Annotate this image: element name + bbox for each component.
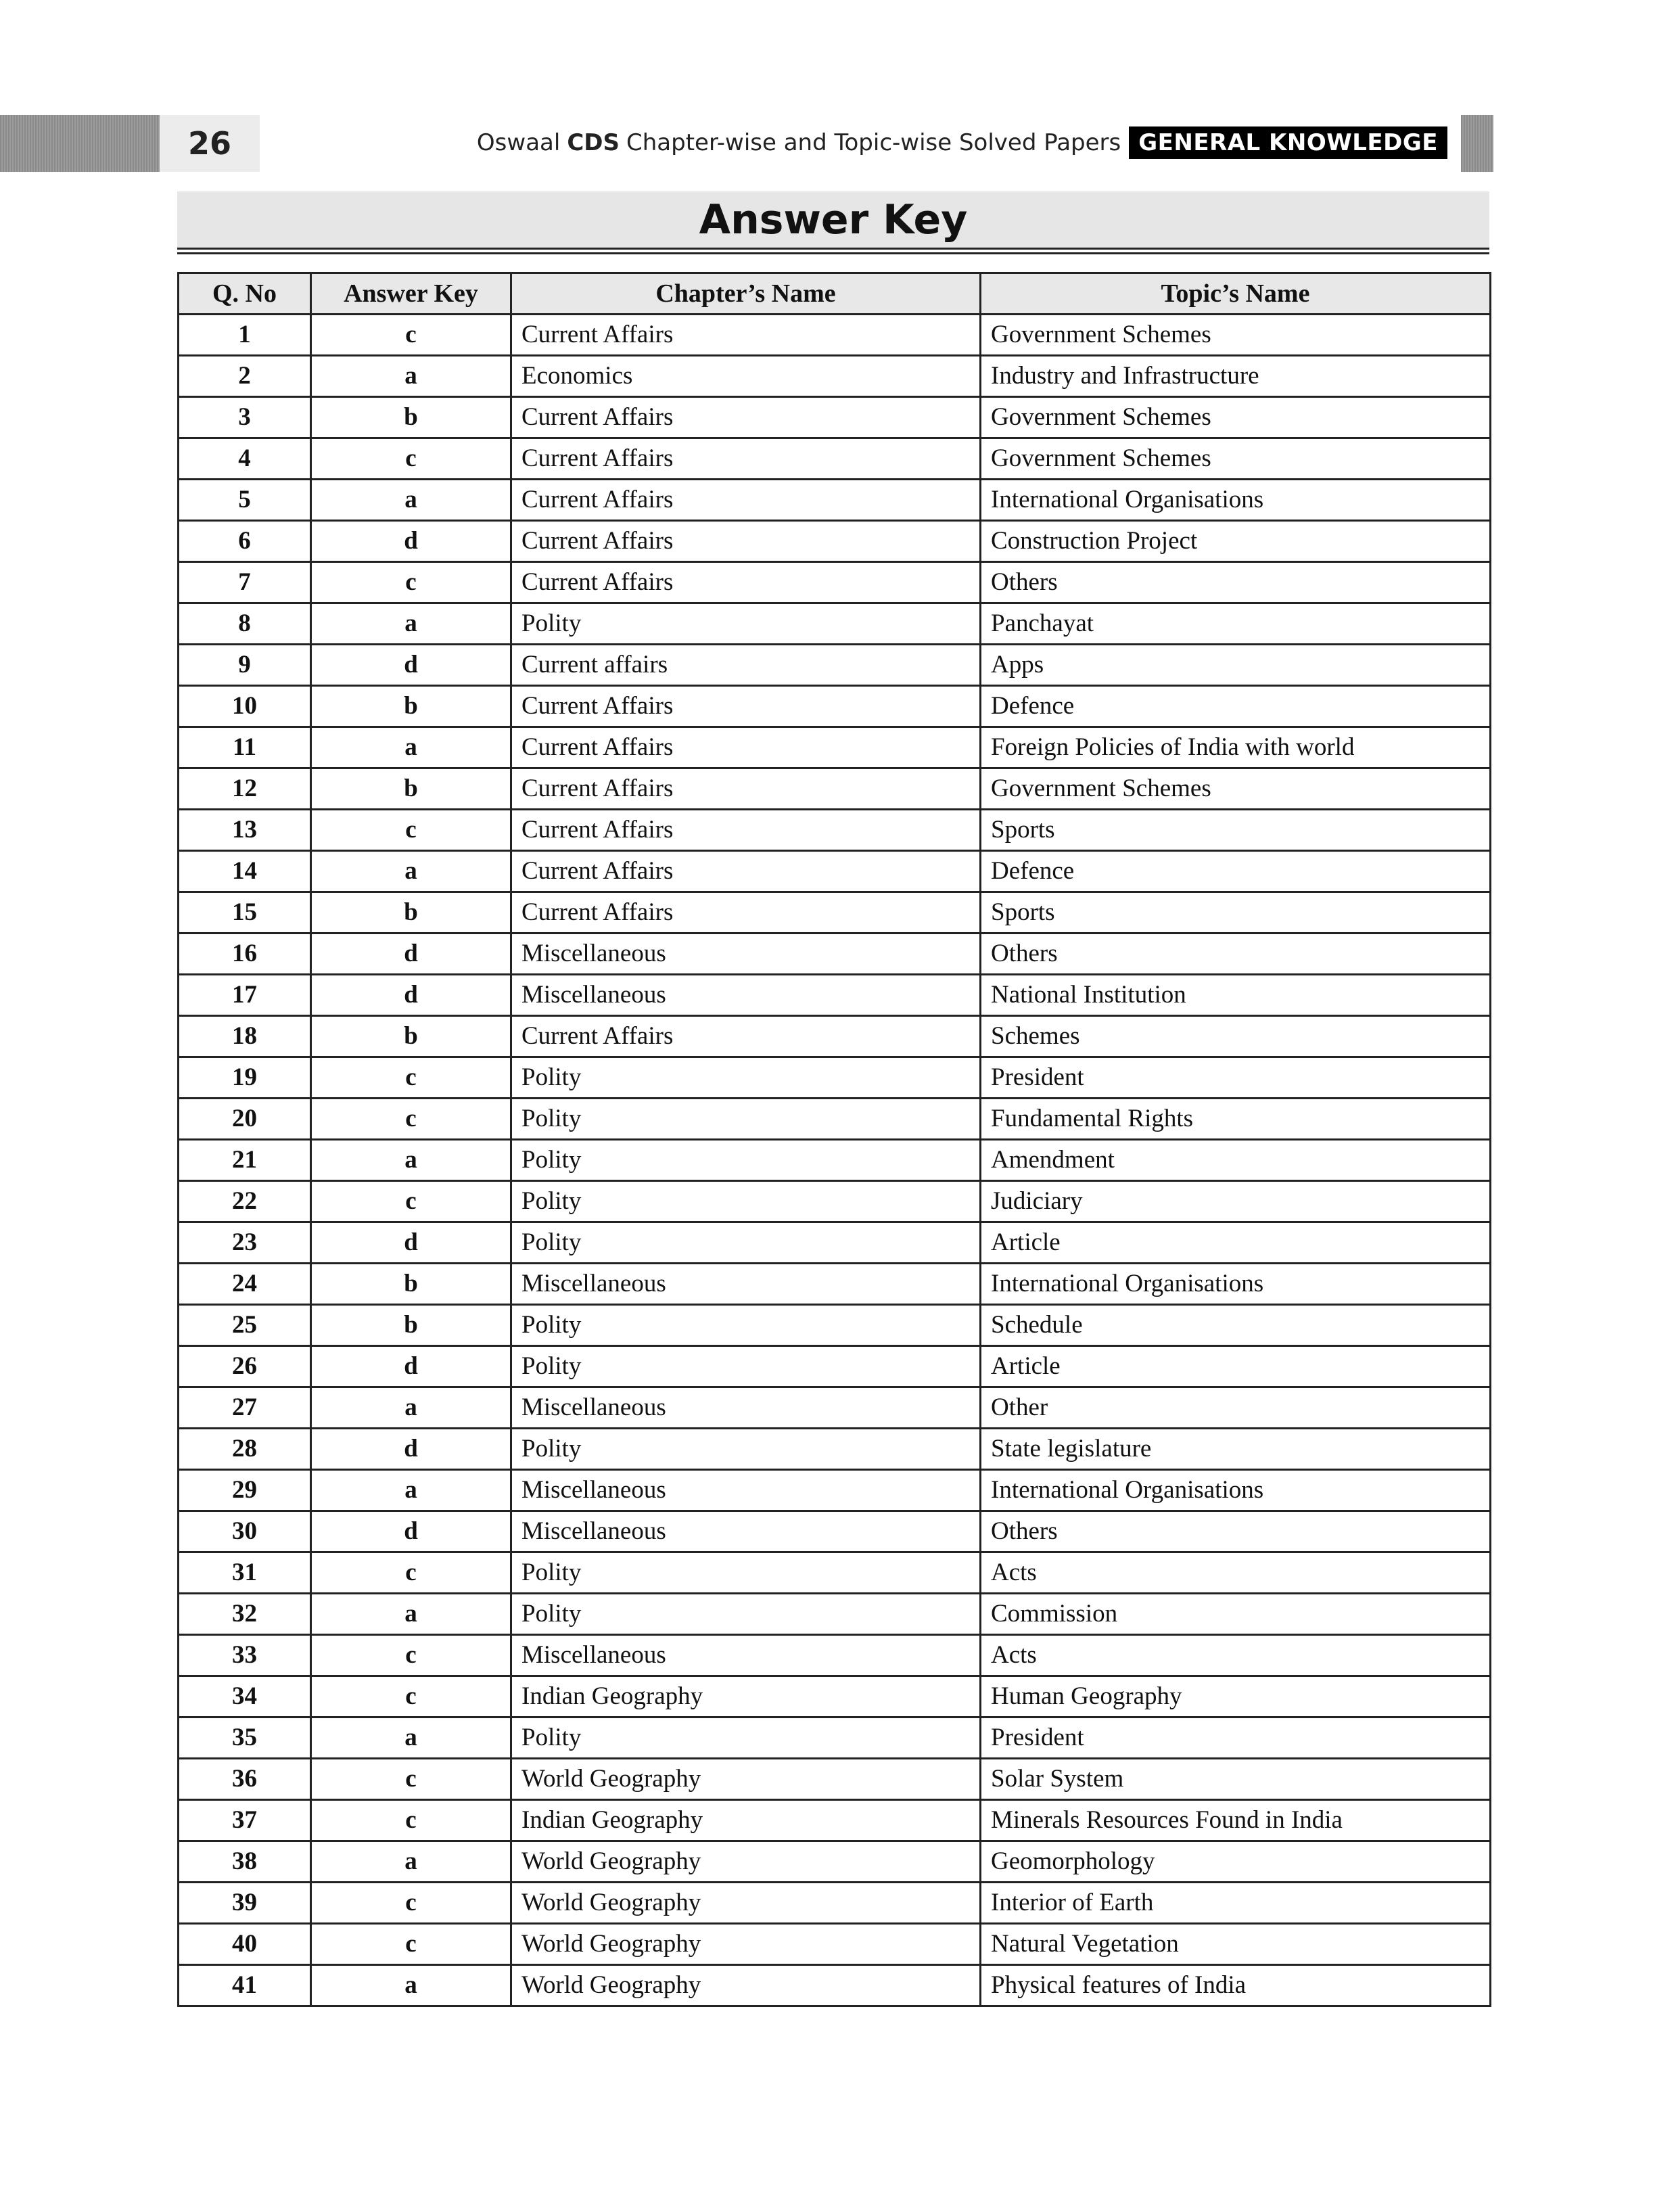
table-row	[179, 521, 1491, 562]
table-row	[179, 1222, 1491, 1264]
question-number-cell: 8	[179, 603, 311, 645]
table-row	[179, 1429, 1491, 1470]
answer-cell: c	[311, 1552, 511, 1594]
question-number-cell: 6	[179, 521, 311, 562]
answer-cell: a	[311, 1387, 511, 1429]
question-number-cell: 5	[179, 480, 311, 521]
question-number-cell: 16	[179, 934, 311, 975]
table-row	[179, 1965, 1491, 2006]
chapter-name-cell: Miscellaneous	[511, 1387, 981, 1429]
topic-name-cell: President	[981, 1057, 1491, 1099]
table-row	[179, 892, 1491, 934]
topic-name-cell: Physical features of India	[981, 1965, 1491, 2006]
table-row	[179, 1511, 1491, 1552]
table-row	[179, 768, 1491, 810]
question-number-cell: 3	[179, 397, 311, 438]
table-row	[179, 1140, 1491, 1181]
answer-cell: c	[311, 1883, 511, 1924]
topic-name-cell: Other	[981, 1387, 1491, 1429]
title-divider	[177, 252, 1489, 254]
answer-cell: c	[311, 1759, 511, 1800]
topic-name-cell: Schemes	[981, 1016, 1491, 1057]
answer-cell: c	[311, 1800, 511, 1841]
answer-cell: c	[311, 1181, 511, 1222]
topic-name-cell: Industry and Infrastructure	[981, 356, 1491, 397]
answer-cell: d	[311, 1346, 511, 1387]
table-row	[179, 480, 1491, 521]
answer-cell: a	[311, 356, 511, 397]
table-row	[179, 1099, 1491, 1140]
topic-name-cell: Sports	[981, 810, 1491, 851]
question-number-cell: 11	[179, 727, 311, 768]
chapter-name-cell: Current Affairs	[511, 727, 981, 768]
topic-name-cell: Judiciary	[981, 1181, 1491, 1222]
question-number-cell: 33	[179, 1635, 311, 1676]
chapter-name-cell: Miscellaneous	[511, 1635, 981, 1676]
answer-cell: a	[311, 1594, 511, 1635]
chapter-name-cell: Current Affairs	[511, 480, 981, 521]
brand-name: Oswaal	[476, 129, 561, 156]
question-number-cell: 39	[179, 1883, 311, 1924]
question-number-cell: 14	[179, 851, 311, 892]
table-row	[179, 1387, 1491, 1429]
chapter-name-cell: Polity	[511, 1140, 981, 1181]
chapter-name-cell: Miscellaneous	[511, 1264, 981, 1305]
answer-cell: a	[311, 603, 511, 645]
chapter-name-cell: Polity	[511, 1057, 981, 1099]
table-row	[179, 810, 1491, 851]
chapter-name-cell: Current Affairs	[511, 438, 981, 480]
answer-cell: b	[311, 1016, 511, 1057]
question-number-cell: 2	[179, 356, 311, 397]
column-header-answer-key: Answer Key	[311, 273, 511, 315]
table-row	[179, 356, 1491, 397]
chapter-name-cell: Polity	[511, 1099, 981, 1140]
table-row	[179, 1800, 1491, 1841]
table-body	[179, 315, 1491, 2006]
book-title: Chapter-wise and Topic-wise Solved Papers	[626, 129, 1121, 156]
topic-name-cell: Defence	[981, 686, 1491, 727]
question-number-cell: 22	[179, 1181, 311, 1222]
topic-name-cell: Government Schemes	[981, 768, 1491, 810]
table-row	[179, 1594, 1491, 1635]
topic-name-cell: Commission	[981, 1594, 1491, 1635]
topic-name-cell: Sports	[981, 892, 1491, 934]
topic-name-cell: Fundamental Rights	[981, 1099, 1491, 1140]
question-number-cell: 38	[179, 1841, 311, 1883]
topic-name-cell: Apps	[981, 645, 1491, 686]
chapter-name-cell: Miscellaneous	[511, 1470, 981, 1511]
question-number-cell: 9	[179, 645, 311, 686]
topic-name-cell: Panchayat	[981, 603, 1491, 645]
answer-cell: d	[311, 934, 511, 975]
question-number-cell: 20	[179, 1099, 311, 1140]
chapter-name-cell: Polity	[511, 1305, 981, 1346]
chapter-name-cell: Current affairs	[511, 645, 981, 686]
topic-name-cell: Geomorphology	[981, 1841, 1491, 1883]
topic-name-cell: Acts	[981, 1635, 1491, 1676]
answer-cell: b	[311, 1264, 511, 1305]
topic-name-cell: Others	[981, 1511, 1491, 1552]
question-number-cell: 28	[179, 1429, 311, 1470]
topic-name-cell: Others	[981, 562, 1491, 603]
question-number-cell: 15	[179, 892, 311, 934]
topic-name-cell: Acts	[981, 1552, 1491, 1594]
table-row	[179, 603, 1491, 645]
table-row	[179, 1470, 1491, 1511]
answer-cell: b	[311, 686, 511, 727]
topic-name-cell: National Institution	[981, 975, 1491, 1016]
answer-cell: a	[311, 1841, 511, 1883]
chapter-name-cell: Polity	[511, 1222, 981, 1264]
topic-name-cell: International Organisations	[981, 480, 1491, 521]
table-row	[179, 1718, 1491, 1759]
answer-cell: c	[311, 438, 511, 480]
chapter-name-cell: World Geography	[511, 1841, 981, 1883]
question-number-cell: 35	[179, 1718, 311, 1759]
chapter-name-cell: Indian Geography	[511, 1676, 981, 1718]
chapter-name-cell: Current Affairs	[511, 397, 981, 438]
question-number-cell: 13	[179, 810, 311, 851]
answer-cell: a	[311, 851, 511, 892]
chapter-name-cell: World Geography	[511, 1924, 981, 1965]
table-row	[179, 934, 1491, 975]
answer-cell: a	[311, 1965, 511, 2006]
question-number-cell: 10	[179, 686, 311, 727]
question-number-cell: 17	[179, 975, 311, 1016]
question-number-cell: 27	[179, 1387, 311, 1429]
column-header-chapter: Chapter’s Name	[511, 273, 981, 315]
question-number-cell: 1	[179, 315, 311, 356]
topic-name-cell: Article	[981, 1222, 1491, 1264]
table-row	[179, 1346, 1491, 1387]
answer-cell: a	[311, 727, 511, 768]
chapter-name-cell: Polity	[511, 1346, 981, 1387]
header-right-tab	[1461, 115, 1493, 172]
question-number-cell: 21	[179, 1140, 311, 1181]
table-row	[179, 1635, 1491, 1676]
question-number-cell: 25	[179, 1305, 311, 1346]
chapter-name-cell: World Geography	[511, 1883, 981, 1924]
chapter-name-cell: Current Affairs	[511, 810, 981, 851]
question-number-cell: 23	[179, 1222, 311, 1264]
chapter-name-cell: Polity	[511, 603, 981, 645]
topic-name-cell: Government Schemes	[981, 397, 1491, 438]
page-title: Answer Key	[177, 191, 1489, 250]
chapter-name-cell: Economics	[511, 356, 981, 397]
question-number-cell: 24	[179, 1264, 311, 1305]
answer-cell: d	[311, 1511, 511, 1552]
question-number-cell: 40	[179, 1924, 311, 1965]
header-left-tab	[0, 115, 160, 172]
table-row	[179, 1305, 1491, 1346]
answer-cell: d	[311, 645, 511, 686]
chapter-name-cell: Polity	[511, 1552, 981, 1594]
table-row	[179, 851, 1491, 892]
question-number-cell: 19	[179, 1057, 311, 1099]
table-row	[179, 1924, 1491, 1965]
answer-cell: d	[311, 975, 511, 1016]
question-number-cell: 31	[179, 1552, 311, 1594]
answer-cell: c	[311, 1924, 511, 1965]
chapter-name-cell: Current Affairs	[511, 892, 981, 934]
column-header-topic: Topic’s Name	[981, 273, 1491, 315]
table-row	[179, 1264, 1491, 1305]
subject-badge: GENERAL KNOWLEDGE	[1129, 126, 1447, 159]
answer-cell: c	[311, 315, 511, 356]
chapter-name-cell: Miscellaneous	[511, 1511, 981, 1552]
topic-name-cell: Government Schemes	[981, 438, 1491, 480]
table-row	[179, 1759, 1491, 1800]
question-number-cell: 29	[179, 1470, 311, 1511]
table-row	[179, 1181, 1491, 1222]
answer-cell: b	[311, 892, 511, 934]
topic-name-cell: Article	[981, 1346, 1491, 1387]
chapter-name-cell: Current Affairs	[511, 1016, 981, 1057]
topic-name-cell: Human Geography	[981, 1676, 1491, 1718]
chapter-name-cell: Miscellaneous	[511, 934, 981, 975]
table-row	[179, 397, 1491, 438]
topic-name-cell: Others	[981, 934, 1491, 975]
chapter-name-cell: Polity	[511, 1718, 981, 1759]
chapter-name-cell: Current Affairs	[511, 768, 981, 810]
question-number-cell: 30	[179, 1511, 311, 1552]
question-number-cell: 4	[179, 438, 311, 480]
topic-name-cell: International Organisations	[981, 1264, 1491, 1305]
table-row	[179, 315, 1491, 356]
topic-name-cell: Minerals Resources Found in India	[981, 1800, 1491, 1841]
table-header-row	[179, 273, 1491, 315]
table-row	[179, 1883, 1491, 1924]
chapter-name-cell: Polity	[511, 1429, 981, 1470]
chapter-name-cell: Current Affairs	[511, 521, 981, 562]
chapter-name-cell: Polity	[511, 1594, 981, 1635]
table-row	[179, 438, 1491, 480]
topic-name-cell: International Organisations	[981, 1470, 1491, 1511]
column-header-qno: Q. No	[179, 273, 311, 315]
running-head	[473, 122, 1447, 164]
answer-cell: a	[311, 1470, 511, 1511]
answer-cell: b	[311, 768, 511, 810]
table-row	[179, 1057, 1491, 1099]
topic-name-cell: Construction Project	[981, 521, 1491, 562]
table-row	[179, 1016, 1491, 1057]
topic-name-cell: State legislature	[981, 1429, 1491, 1470]
question-number-cell: 18	[179, 1016, 311, 1057]
table-row	[179, 686, 1491, 727]
answer-cell: c	[311, 562, 511, 603]
answer-cell: b	[311, 397, 511, 438]
topic-name-cell: Amendment	[981, 1140, 1491, 1181]
page-number: 26	[160, 115, 260, 172]
question-number-cell: 41	[179, 1965, 311, 2006]
chapter-name-cell: Miscellaneous	[511, 975, 981, 1016]
answer-key-table	[177, 272, 1491, 2007]
answer-cell: d	[311, 521, 511, 562]
chapter-name-cell: Current Affairs	[511, 686, 981, 727]
chapter-name-cell: Polity	[511, 1181, 981, 1222]
chapter-name-cell: Current Affairs	[511, 562, 981, 603]
topic-name-cell: Defence	[981, 851, 1491, 892]
chapter-name-cell: World Geography	[511, 1759, 981, 1800]
table-row	[179, 1676, 1491, 1718]
question-number-cell: 12	[179, 768, 311, 810]
question-number-cell: 7	[179, 562, 311, 603]
topic-name-cell: Interior of Earth	[981, 1883, 1491, 1924]
chapter-name-cell: World Geography	[511, 1965, 981, 2006]
answer-cell: a	[311, 480, 511, 521]
topic-name-cell: President	[981, 1718, 1491, 1759]
answer-cell: b	[311, 1305, 511, 1346]
answer-cell: c	[311, 1057, 511, 1099]
chapter-name-cell: Current Affairs	[511, 851, 981, 892]
table-row	[179, 727, 1491, 768]
table-row	[179, 1552, 1491, 1594]
table-row	[179, 975, 1491, 1016]
topic-name-cell: Solar System	[981, 1759, 1491, 1800]
table-row	[179, 1841, 1491, 1883]
question-number-cell: 37	[179, 1800, 311, 1841]
topic-name-cell: Foreign Policies of India with world	[981, 727, 1491, 768]
table-row	[179, 645, 1491, 686]
answer-cell: c	[311, 1099, 511, 1140]
chapter-name-cell: Current Affairs	[511, 315, 981, 356]
answer-cell: c	[311, 1676, 511, 1718]
question-number-cell: 36	[179, 1759, 311, 1800]
answer-cell: a	[311, 1140, 511, 1181]
question-number-cell: 34	[179, 1676, 311, 1718]
topic-name-cell: Natural Vegetation	[981, 1924, 1491, 1965]
topic-name-cell: Government Schemes	[981, 315, 1491, 356]
topic-name-cell: Schedule	[981, 1305, 1491, 1346]
brand-exam: CDS	[567, 129, 620, 156]
answer-cell: d	[311, 1429, 511, 1470]
answer-cell: a	[311, 1718, 511, 1759]
chapter-name-cell: Indian Geography	[511, 1800, 981, 1841]
question-number-cell: 32	[179, 1594, 311, 1635]
answer-cell: c	[311, 1635, 511, 1676]
answer-cell: c	[311, 810, 511, 851]
answer-cell: d	[311, 1222, 511, 1264]
question-number-cell: 26	[179, 1346, 311, 1387]
table-row	[179, 562, 1491, 603]
